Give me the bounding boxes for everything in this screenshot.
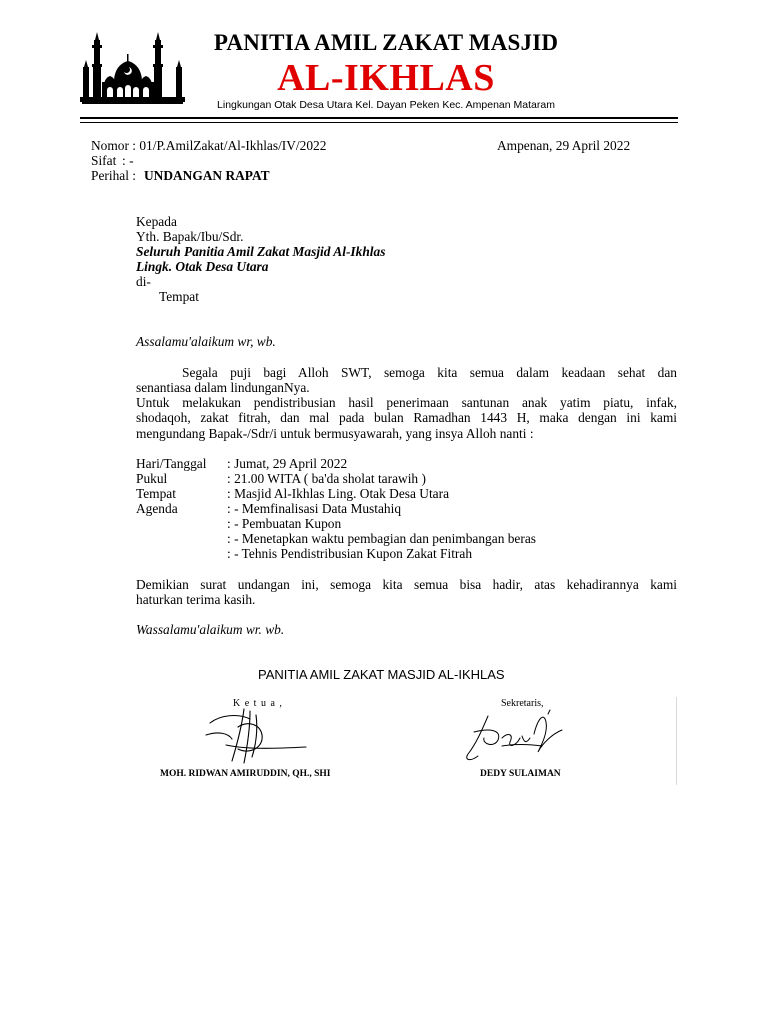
schedule-place-value: : Masjid Al-Ikhlas Ling. Otak Desa Utara xyxy=(227,486,450,501)
mosque-logo xyxy=(80,30,185,112)
perihal-label: Perihal : xyxy=(91,168,136,183)
greeting: Assalamu'alaikum wr, wb. xyxy=(136,334,276,349)
agenda-item: : - Memfinalisasi Data Mustahiq xyxy=(227,501,402,516)
paragraph-2-line-1: Untuk melakukan pendistribusian hasil penerimaan santunan anak yatim piatu, infak, xyxy=(136,395,677,410)
schedule-time-label: Pukul xyxy=(136,471,168,486)
schedule-place-label: Tempat xyxy=(136,486,176,501)
secretary-signature xyxy=(458,708,578,764)
paragraph-2-line-2: shodaqoh, zakat fitrah, dan mal pada bulan Ramadhan 1443 H, maka dengan ini kami xyxy=(136,410,677,425)
recipient-name: Seluruh Panitia Amil Zakat Masjid Al-Ikhlas xyxy=(136,244,386,259)
recipient-yth: Yth. Bapak/Ibu/Sdr. xyxy=(136,229,244,244)
schedule-day-label: Hari/Tanggal xyxy=(136,456,207,471)
header-rule-thin xyxy=(80,122,678,123)
committee-name: PANITIA AMIL ZAKAT MASJID AL-IKHLAS xyxy=(258,667,505,682)
chair-title: K e t u a , xyxy=(233,698,283,709)
agenda-item: : - Menetapkan waktu pembagian dan penimbangan beras xyxy=(227,531,536,546)
org-address: Lingkungan Otak Desa Utara Kel. Dayan Peken Kec. Ampenan Mataram xyxy=(217,99,555,111)
recipient-kepada: Kepada xyxy=(136,214,177,229)
schedule-day-value: : Jumat, 29 April 2022 xyxy=(227,456,348,471)
header-rule-thick xyxy=(80,117,678,119)
perihal-value: UNDANGAN RAPAT xyxy=(144,168,270,183)
secretary-name: DEDY SULAIMAN xyxy=(480,769,561,779)
letter-number: Nomor : 01/P.AmilZakat/Al-Ikhlas/IV/2022 xyxy=(91,138,327,153)
farewell: Wassalamu'alaikum wr. wb. xyxy=(136,622,285,637)
schedule-agenda-label: Agenda xyxy=(136,501,178,516)
org-line: PANITIA AMIL ZAKAT MASJID xyxy=(213,30,559,55)
closing-line-2: haturkan terima kasih. xyxy=(136,592,256,607)
chair-name: MOH. RIDWAN AMIRUDDIN, QH., SHI xyxy=(160,769,331,779)
sifat-label: Sifat xyxy=(91,153,117,168)
paragraph-1-line-2: senantiasa dalam lindunganNya. xyxy=(136,380,310,395)
closing-line-1: Demikian surat undangan ini, semoga kita semua bisa hadir, atas kehadirannya kami xyxy=(136,577,677,592)
margin-line xyxy=(676,697,677,785)
schedule-time-value: : 21.00 WITA ( ba'da sholat tarawih ) xyxy=(227,471,426,486)
agenda-item: : - Pembuatan Kupon xyxy=(227,516,342,531)
secretary-title: Sekretaris, xyxy=(501,698,544,709)
agenda-item: : - Tehnis Pendistribusian Kupon Zakat Fitrah xyxy=(227,546,473,561)
paragraph-2-line-3: mengundang Bapak-/Sdr/i untuk bermusyawarah, yang insya Alloh nanti : xyxy=(136,426,534,441)
org-name: AL-IKHLAS xyxy=(277,57,495,99)
recipient-tempat: Tempat xyxy=(159,289,199,304)
chair-signature xyxy=(198,705,310,767)
sifat-value: : - xyxy=(122,153,134,168)
paragraph-1-line-1: Segala puji bagi Alloh SWT, semoga kita semua dalam keadaan sehat dan xyxy=(182,365,677,380)
place-date: Ampenan, 29 April 2022 xyxy=(497,138,631,153)
recipient-area: Lingk. Otak Desa Utara xyxy=(136,259,269,274)
recipient-di: di- xyxy=(136,274,151,289)
